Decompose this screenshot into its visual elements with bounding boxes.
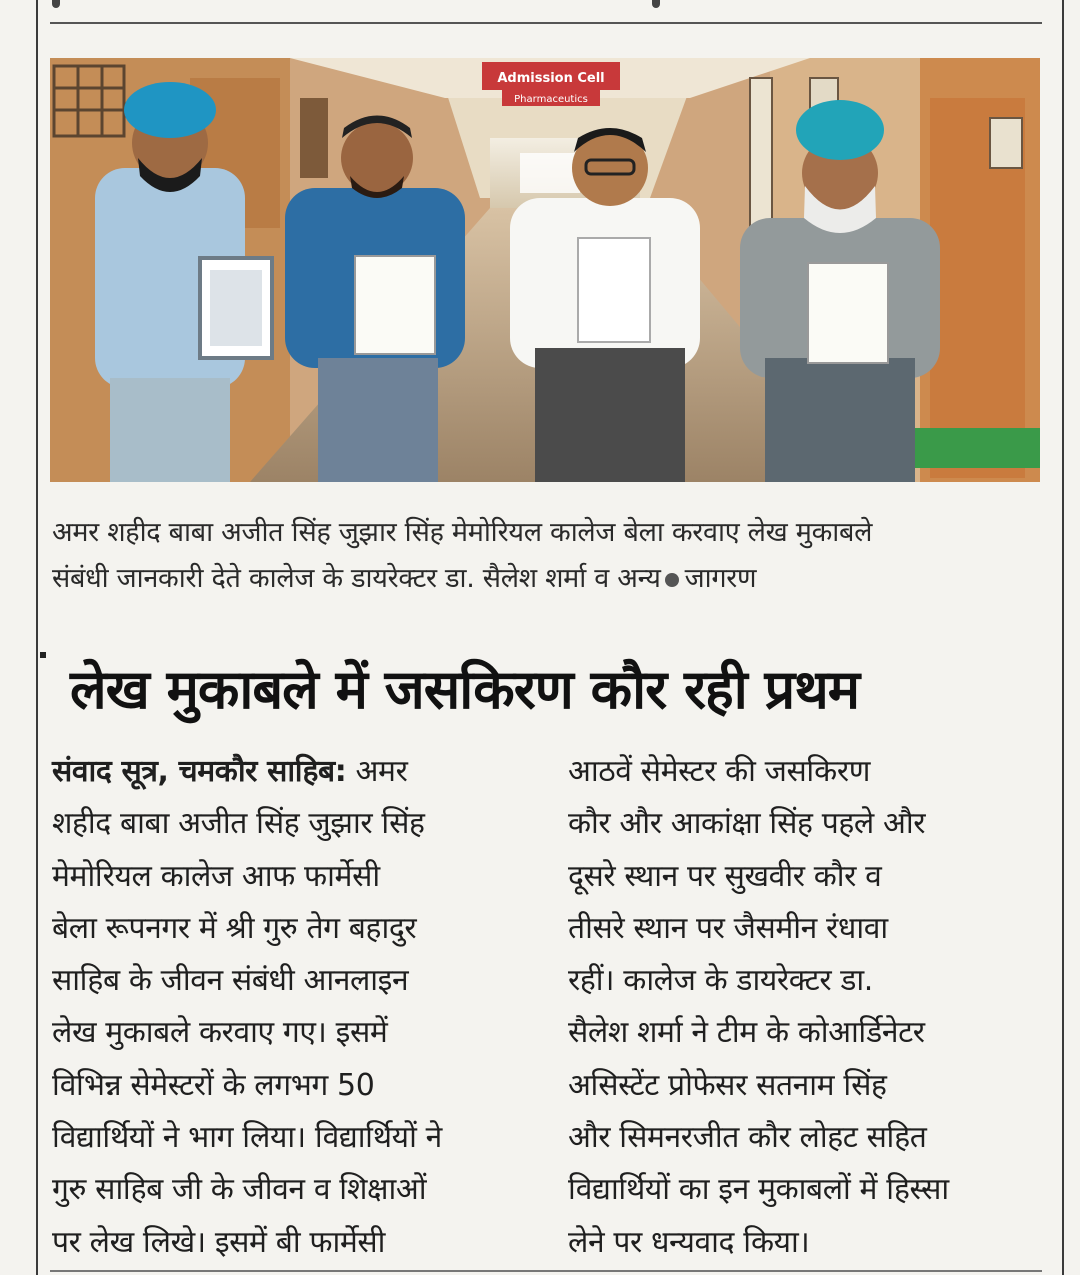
photo-caption <box>52 510 1042 602</box>
dateline: संवाद सूत्र, चमकौर साहिब: <box>52 754 347 789</box>
article-line: रहीं। कालेज के डायरेक्टर डा. <box>568 963 873 999</box>
article-line: पर लेख लिखे। इसमें बी फार्मेसी <box>52 1224 386 1260</box>
article-line: आठवें सेमेस्टर की जसकिरण <box>568 754 870 789</box>
article-line: कौर और आकांक्षा सिंह पहले और <box>568 806 926 842</box>
news-photo <box>50 58 1040 482</box>
article-line: शहीद बाबा अजीत सिंह जुझार सिंह <box>52 806 425 842</box>
article-line: सैलेश शर्मा ने टीम के कोआर्डिनेटर <box>568 1015 925 1051</box>
sign-admission-cell: Admission Cell <box>497 71 605 86</box>
photo-credit: जागरण <box>684 563 757 594</box>
article-line: साहिब के जीवन संबंधी आनलाइन <box>52 963 409 999</box>
article-line: बेला रूपनगर में श्री गुरु तेग बहादुर <box>52 910 417 946</box>
page-border-right <box>1062 0 1064 1275</box>
article-line: और सिमनरजीत कौर लोहट सहित <box>568 1120 927 1156</box>
article-line-text: अमर <box>355 754 408 789</box>
article-line: विद्यार्थियों ने भाग लिया। विद्यार्थियों ने <box>52 1120 442 1156</box>
article-line: विभिन्न सेमेस्टरों के लगभग 50 <box>52 1067 375 1103</box>
caption-line-2 <box>52 556 1042 602</box>
article-line <box>52 746 522 798</box>
cropped-text-fragment <box>652 0 660 8</box>
article-line: लेख मुकाबले करवाए गए। इसमें <box>52 1015 388 1051</box>
headline: लेख मुकाबले में जसकिरण कौर रही प्रथम <box>70 658 860 721</box>
headline-mark <box>40 652 46 658</box>
caption-line-1: अमर शहीद बाबा अजीत सिंह जुझार सिंह मेमोरियल कालेज बेला करवाए लेख मुकाबले <box>52 517 873 548</box>
caption-line-2-text: संबंधी जानकारी देते कालेज के डायरेक्टर डा. सैलेश शर्मा व अन्य <box>52 563 661 594</box>
article-line: मेमोरियल कालेज आफ फार्मेसी <box>52 858 380 894</box>
top-rule <box>50 22 1042 24</box>
article-line: गुरु साहिब जी के जीवन व शिक्षाओं <box>52 1172 427 1208</box>
cropped-text-fragment <box>52 0 60 8</box>
sign-pharmaceutics: Pharmaceutics <box>514 94 588 105</box>
bullet-dot-icon <box>665 573 679 587</box>
article-line: दूसरे स्थान पर सुखवीर कौर व <box>568 858 882 894</box>
article-line: तीसरे स्थान पर जैसमीन रंधावा <box>568 910 888 946</box>
article-column-2 <box>568 746 1038 1269</box>
article-column-1 <box>52 746 522 1269</box>
article-line: लेने पर धन्यवाद किया। <box>568 1224 810 1260</box>
page-border-left <box>36 0 38 1275</box>
article-line: विद्यार्थियों का इन मुकाबलों में हिस्सा <box>568 1172 949 1208</box>
bottom-rule <box>50 1270 1042 1272</box>
article-line: असिस्टेंट प्रोफेसर सतनाम सिंह <box>568 1067 887 1103</box>
